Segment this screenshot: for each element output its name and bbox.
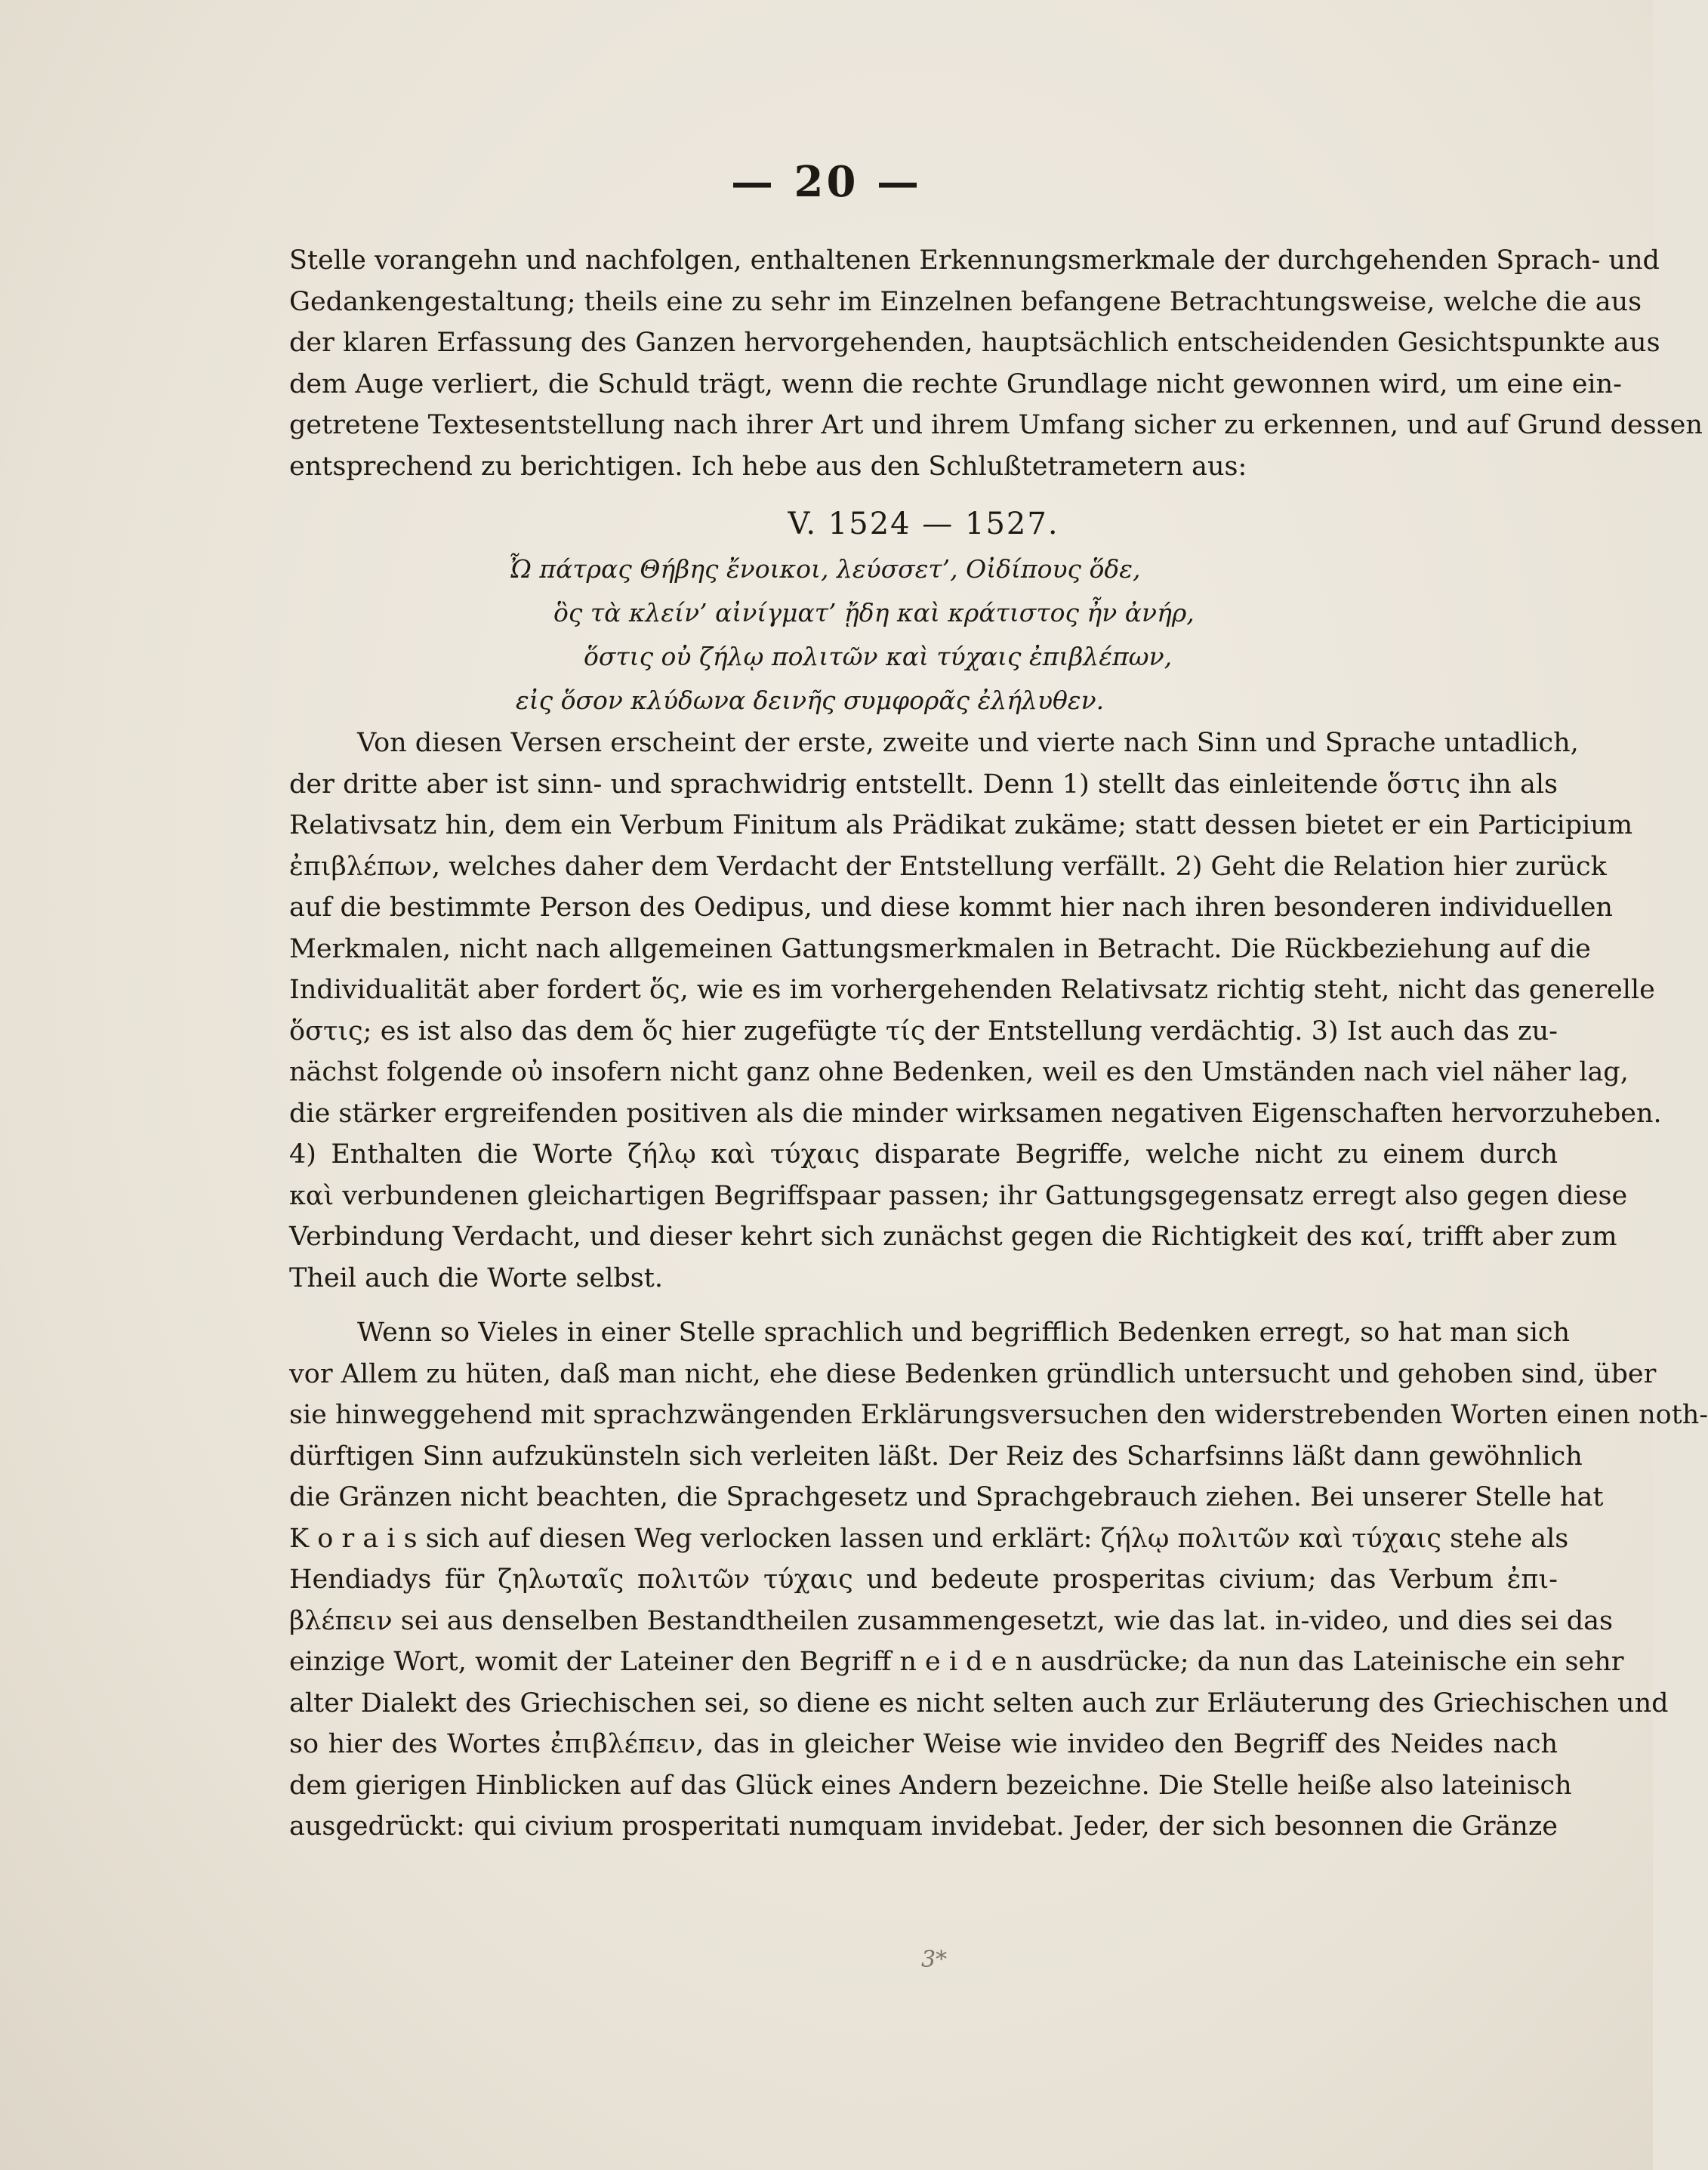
text-line: K o r a i s sich auf diesen Weg verlocken lassen und erklärt: ζήλῳ πολιτῶν καὶ τύχαις stehe als (289, 1523, 1569, 1554)
paragraph-2 (289, 723, 1662, 1299)
text-line: auf die bestimmte Person des Oedipus, und diese kommt hier nach ihren besonderen individuellen (289, 892, 1613, 923)
text-line: entsprechend zu berichtigen. Ich hebe aus den Schlußtetrametern aus: (289, 451, 1247, 482)
text-line: βλέπειν sei aus denselben Bestandtheilen zusammengesetzt, wie das lat. in-video, und dies sei das (289, 1605, 1613, 1636)
text-line: dem Auge verliert, die Schuld trägt, wenn die rechte Grundlage nicht gewonnen wird, um eine ein- (289, 368, 1622, 399)
paragraph-1 (289, 240, 1703, 487)
text-line: Verbindung Verdacht, und dieser kehrt sich zunächst gegen die Richtigkeit des καί, trifft aber zum (289, 1222, 1617, 1252)
text-line: getretene Textesentstellung nach ihrer Art und ihrem Umfang sicher zu erkennen, und auf Grund dessen (289, 410, 1703, 440)
text-line: vor Allem zu hüten, daß man nicht, ehe diese Bedenken gründlich untersucht und gehoben sind, über (289, 1358, 1657, 1389)
text-line: dem gierigen Hinblicken auf das Glück eines Andern bezeichne. Die Stelle heiße also lateinisch (289, 1770, 1572, 1801)
text-line: Hendiadys für ζηλωταῖς πολιτῶν τύχαις und bedeute prosperitas civium; das Verbum ἐπι- (289, 1564, 1558, 1595)
text-line: Individualität aber fordert ὅς, wie es im vorhergehenden Relativsatz richtig steht, nicht das generelle (289, 975, 1655, 1005)
page-number: — 20 — (731, 157, 922, 207)
text-line: Theil auch die Worte selbst. (289, 1262, 663, 1293)
text-line: sie hinweggehend mit sprachzwängenden Erklärungsversuchen den widerstrebenden Worten einen noth- (289, 1400, 1708, 1430)
text-line: einzige Wort, womit der Lateiner den Begriff n e i d e n ausdrücke; da nun das Lateinische ein sehr (289, 1647, 1624, 1677)
paragraph-3 (289, 1312, 1708, 1848)
text-line: die Gränzen nicht beachten, die Sprachgesetz und Sprachgebrauch ziehen. Bei unserer Stelle hat (289, 1482, 1604, 1512)
text-line: der dritte aber ist sinn- und sprachwidrig entstellt. Denn 1) stellt das einleitende ὅστις ihn als (289, 769, 1558, 800)
text-line: 4) Enthalten die Worte ζήλῳ καὶ τύχαις disparate Begriffe, welche nicht zu einem durch (289, 1139, 1558, 1170)
verse-line: ὅστις οὐ ζήλῳ πολιτῶν καὶ τύχαις ἐπιβλέπων, (584, 642, 1173, 671)
verse-line: εἰς ὅσον κλύδωνα δεινῆς συμφορᾶς ἐλήλυθεν. (516, 686, 1105, 715)
main-text (289, 240, 1708, 1848)
text-line: Stelle vorangehn und nachfolgen, enthaltenen Erkennungsmerkmale der durchgehenden Sprach- und (289, 245, 1660, 276)
text-line: Von diesen Versen erscheint der erste, zweite und vierte nach Sinn und Sprache untadlich, (357, 728, 1579, 758)
text-line: die stärker ergreifenden positiven als die minder wirksamen negativen Eigenschaften hervorzuheben. (289, 1098, 1662, 1129)
text-line: so hier des Wortes ἐπιβλέπειν, das in gleicher Weise wie invideo den Begriff des Neides nach (289, 1729, 1558, 1759)
text-line: ausgedrückt: qui civium prosperitati numquam invidebat. Jeder, der sich besonnen die Gränze (289, 1811, 1558, 1842)
greek-verses (289, 547, 1558, 723)
signature-mark: 3* (921, 1947, 948, 1973)
text-line: καὶ verbundenen gleichartigen Begriffspaar passen; ihr Gattungsgegensatz erregt also gegen diese (289, 1180, 1628, 1211)
text-line: Relativsatz hin, dem ein Verbum Finitum als Prädikat zukäme; statt dessen bietet er ein Participium (289, 810, 1633, 840)
text-line: der klaren Erfassung des Ganzen hervorgehenden, hauptsächlich entscheidenden Gesichtspunkte aus (289, 328, 1660, 358)
text-line: Merkmalen, nicht nach allgemeinen Gattungsmerkmalen in Betracht. Die Rückbeziehung auf die (289, 933, 1591, 964)
text-line: ὅστις; es ist also das dem ὅς hier zugefügte τίς der Entstellung verdächtig. 3) Ist auch das zu- (289, 1016, 1558, 1046)
verse-line: ὃς τὰ κλείν’ αἰνίγματ’ ᾔδη καὶ κράτιστος ἦν ἀνήρ, (553, 598, 1195, 627)
verse-heading: V. 1524 — 1527. (788, 507, 1059, 541)
text-line: Wenn so Vieles in einer Stelle sprachlich und begrifflich Bedenken erregt, so hat man sich (357, 1318, 1571, 1348)
text-line: nächst folgende οὐ insofern nicht ganz ohne Bedenken, weil es den Umständen nach viel näher lag, (289, 1057, 1629, 1087)
text-line: Gedankengestaltung; theils eine zu sehr im Einzelnen befangene Betrachtungsweise, welche die aus (289, 286, 1642, 317)
text-line: dürftigen Sinn aufzukünsteln sich verleiten läßt. Der Reiz des Scharfsinns läßt dann gewöhnlich (289, 1441, 1583, 1472)
verse-line: Ὦ πάτρας Θήβης ἔνοικοι, λεύσσετ’, Οἰδίπους ὅδε, (508, 554, 1141, 584)
text-line: ἐπιβλέπων, welches daher dem Verdacht der Entstellung verfällt. 2) Geht die Relation hier zurück (289, 851, 1607, 882)
text-line: alter Dialekt des Griechischen sei, so diene es nicht selten auch zur Erläuterung des Griechischen und (289, 1688, 1669, 1718)
